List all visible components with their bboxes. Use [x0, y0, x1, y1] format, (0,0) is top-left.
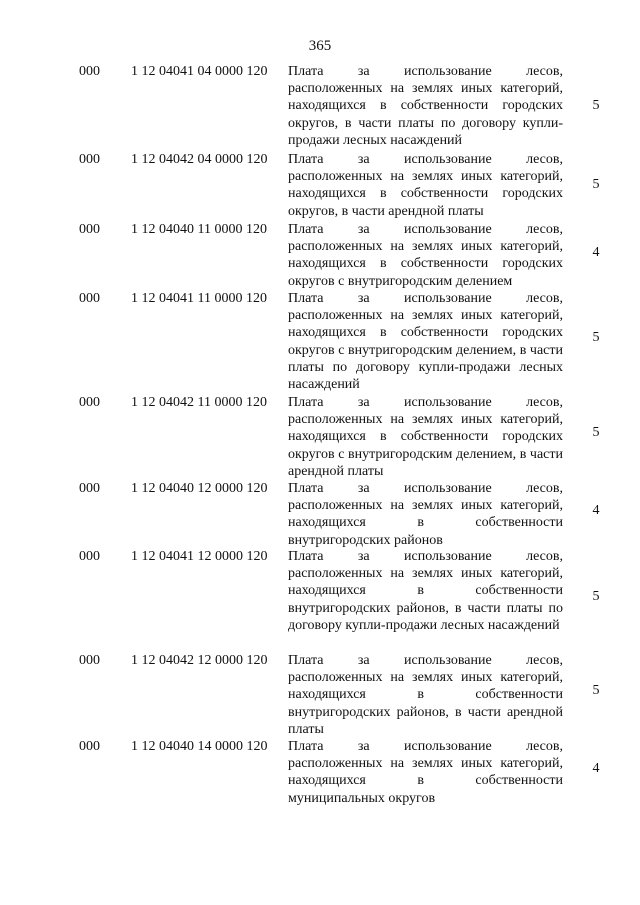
allocation-norm: 5: [592, 330, 600, 345]
admin-code: 000: [79, 64, 100, 79]
revenue-description: Плата за использование лесов, расположенных на землях иных категорий, находящихся в собственности внутригородских районов, в части платы по договору купли-продажи лесных насаждений: [288, 549, 563, 633]
admin-code: 000: [79, 739, 100, 754]
page-number: 365: [308, 38, 332, 54]
admin-code: 000: [79, 481, 100, 496]
allocation-norm: 4: [592, 245, 600, 260]
revenue-description: Плата за использование лесов, расположенных на землях иных категорий, находящихся в собственности городских округов, в части арендной платы: [288, 152, 563, 219]
budget-classification-code: 1 12 04041 04 0000 120: [131, 64, 268, 79]
revenue-description: Плата за использование лесов, расположенных на землях иных категорий, находящихся в собственности городских округов с внутригородским делением: [288, 222, 563, 289]
revenue-description: Плата за использование лесов, расположенных на землях иных категорий, находящихся в собственности городских округов с внутригородским делением, в части арендной платы: [288, 395, 563, 479]
revenue-description: Плата за использование лесов, расположенных на землях иных категорий, находящихся в собственности городских округов с внутригородским делением, в части платы по договору купли-продажи лесных насаждений: [288, 291, 563, 393]
budget-classification-code: 1 12 04040 14 0000 120: [131, 739, 268, 754]
revenue-description: Плата за использование лесов, расположенных на землях иных категорий, находящихся в собственности внутригородских районов, в части арендной платы: [288, 653, 563, 737]
revenue-description: Плата за использование лесов, расположенных на землях иных категорий, находящихся в собственности внутригородских районов: [288, 481, 563, 548]
allocation-norm: 5: [592, 425, 600, 440]
allocation-norm: 4: [592, 503, 600, 518]
allocation-norm: 5: [592, 177, 600, 192]
revenue-description: Плата за использование лесов, расположенных на землях иных категорий, находящихся в собственности городских округов, в части платы по договору купли-продажи лесных насаждений: [288, 64, 563, 148]
revenue-description: Плата за использование лесов, расположенных на землях иных категорий, находящихся в собственности муниципальных округов: [288, 739, 563, 806]
budget-classification-code: 1 12 04042 11 0000 120: [131, 395, 267, 410]
budget-classification-code: 1 12 04042 12 0000 120: [131, 653, 268, 668]
admin-code: 000: [79, 291, 100, 306]
budget-classification-code: 1 12 04040 11 0000 120: [131, 222, 267, 237]
allocation-norm: 5: [592, 683, 600, 698]
allocation-norm: 5: [592, 589, 600, 604]
admin-code: 000: [79, 395, 100, 410]
budget-classification-code: 1 12 04040 12 0000 120: [131, 481, 268, 496]
budget-classification-code: 1 12 04041 12 0000 120: [131, 549, 268, 564]
admin-code: 000: [79, 653, 100, 668]
allocation-norm: 4: [592, 761, 600, 776]
admin-code: 000: [79, 222, 100, 237]
budget-classification-code: 1 12 04042 04 0000 120: [131, 152, 268, 167]
allocation-norm: 5: [592, 98, 600, 113]
admin-code: 000: [79, 152, 100, 167]
budget-classification-code: 1 12 04041 11 0000 120: [131, 291, 267, 306]
admin-code: 000: [79, 549, 100, 564]
